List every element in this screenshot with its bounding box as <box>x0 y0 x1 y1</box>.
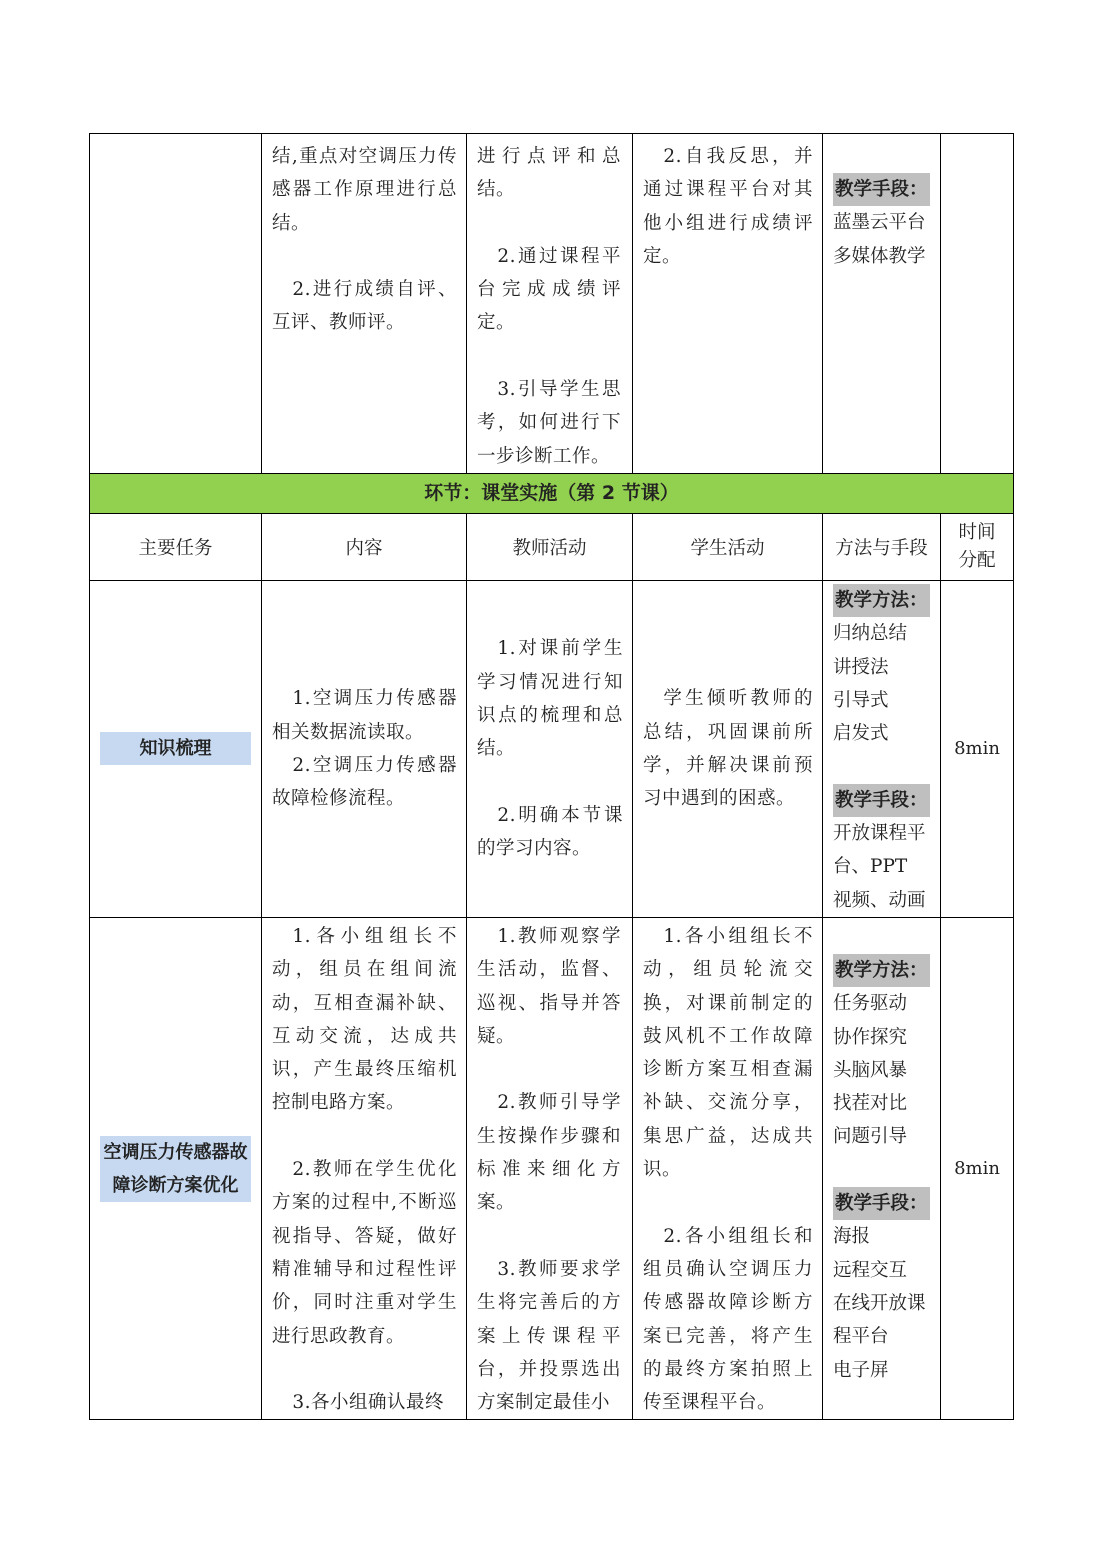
student-paragraph: 2.各小组组长和组员确认空调压力传感器故障诊断方案已完善，将产生的最终方案拍照上传至课程平台。 <box>643 1225 813 1414</box>
section-title: 环节：课堂实施（第 2 节课） <box>90 473 1014 513</box>
method-item: 问题引导 <box>833 1126 908 1148</box>
means-item: 远程交互 <box>833 1259 908 1281</box>
student-paragraph: 学生倾听教师的总结，巩固课前所学，并解决课前预习中遇到的困惑。 <box>643 688 813 810</box>
teaching-means-label: 教学手段： <box>833 784 930 817</box>
content-paragraph: 2.进行成绩自评、互评、教师评。 <box>272 279 457 334</box>
teaching-method-label: 教学方法： <box>833 954 930 987</box>
task-cell <box>90 134 262 474</box>
time-cell: 8min <box>941 580 1014 917</box>
student-activity-cell <box>633 134 823 474</box>
teacher-paragraph: 进行点评和总结。 <box>477 146 621 201</box>
teacher-paragraph: 2.通过课程平台完成成绩评定。 <box>477 245 621 334</box>
means-item: 开放课程平 <box>833 823 926 845</box>
task-label: 知识梳理 <box>100 732 251 765</box>
header-row <box>90 513 1014 580</box>
content-paragraph: 2.教师在学生优化方案的过程中,不断巡视指导、答疑，做好精准辅导和过程性评价，同时注重对学生进行思政教育。 <box>272 1159 457 1347</box>
method-item: 引导式 <box>833 689 889 711</box>
header-method: 方法与手段 <box>823 513 941 580</box>
method-cell <box>823 917 941 1419</box>
student-activity-cell <box>633 580 823 917</box>
method-item: 启发式 <box>833 723 889 745</box>
teacher-paragraph: 2.教师引导学生按操作步骤和标准来细化方案。 <box>477 1092 621 1214</box>
table-row <box>90 580 1014 917</box>
content-cell <box>262 580 467 917</box>
student-activity-cell <box>633 917 823 1419</box>
table-row <box>90 134 1014 474</box>
means-item: 电子屏 <box>833 1359 889 1381</box>
teaching-means-label: 教学手段： <box>833 173 930 206</box>
method-item: 讲授法 <box>833 656 889 678</box>
content-paragraph: 结,重点对空调压力传感器工作原理进行总结。 <box>272 146 457 234</box>
header-student: 学生活动 <box>633 513 823 580</box>
table-row <box>90 917 1014 1419</box>
student-paragraph: 2.自我反思，并通过课程平台对其他小组进行成绩评定。 <box>643 146 813 267</box>
teacher-activity-cell <box>467 134 633 474</box>
teacher-paragraph: 1.教师观察学生活动，监督、巡视、指导并答疑。 <box>477 925 621 1047</box>
task-cell <box>90 917 262 1419</box>
method-item: 任务驱动 <box>833 993 908 1015</box>
header-task: 主要任务 <box>90 513 262 580</box>
means-item: 在线开放课 <box>833 1292 926 1314</box>
header-time: 时间分配 <box>941 513 1014 580</box>
content-paragraph: 1.各小组组长不动，组员在组间流动，互相查漏补缺、互动交流，达成共识，产生最终压缩机控制电路方案。 <box>272 925 457 1114</box>
content-cell <box>262 917 467 1419</box>
teacher-paragraph: 1.对课前学生学习情况进行知识点的梳理和总结。 <box>477 638 623 760</box>
header-content: 内容 <box>262 513 467 580</box>
method-item: 找茬对比 <box>833 1093 908 1115</box>
section-row <box>90 473 1014 513</box>
means-item: 蓝墨云平台 <box>833 212 926 234</box>
method-item: 协作探究 <box>833 1026 908 1048</box>
time-cell: 8min <box>941 917 1014 1419</box>
content-paragraph: 2.空调压力传感器故障检修流程。 <box>272 754 457 810</box>
content-cell <box>262 134 467 474</box>
means-item: 台、PPT <box>833 856 908 878</box>
means-item: 多媒体教学 <box>833 245 926 267</box>
content-paragraph: 3.各小组确认最终 <box>292 1392 444 1414</box>
teaching-method-label: 教学方法： <box>833 584 930 617</box>
method-cell <box>823 134 941 474</box>
teacher-paragraph: 3.教师要求学生将完善后的方案上传课程平台，并投票选出方案制定最佳小 <box>477 1258 621 1414</box>
task-cell <box>90 580 262 917</box>
header-teacher: 教师活动 <box>467 513 633 580</box>
teaching-means-label: 教学手段： <box>833 1187 930 1220</box>
lesson-plan-table <box>89 133 1014 1420</box>
means-item: 程平台 <box>833 1326 889 1348</box>
method-item: 头脑风暴 <box>833 1059 908 1081</box>
method-cell <box>823 580 941 917</box>
method-item: 归纳总结 <box>833 623 908 645</box>
teacher-activity-cell <box>467 917 633 1419</box>
time-cell <box>941 134 1014 474</box>
content-paragraph: 1.空调压力传感器相关数据流读取。 <box>272 688 457 743</box>
task-label: 空调压力传感器故障诊断方案优化 <box>100 1136 251 1202</box>
teacher-paragraph: 2.明确本节课的学习内容。 <box>477 804 623 860</box>
teacher-paragraph: 3.引导学生思考，如何进行下一步诊断工作。 <box>477 379 621 467</box>
student-paragraph: 1.各小组组长不动，组员轮流交换，对课前制定的鼓风机不工作故障诊断方案互相查漏补缺、交流分享，集思广益，达成共识。 <box>643 925 813 1181</box>
teacher-activity-cell <box>467 580 633 917</box>
means-item: 海报 <box>833 1226 871 1248</box>
means-item: 视频、动画 <box>833 889 926 911</box>
